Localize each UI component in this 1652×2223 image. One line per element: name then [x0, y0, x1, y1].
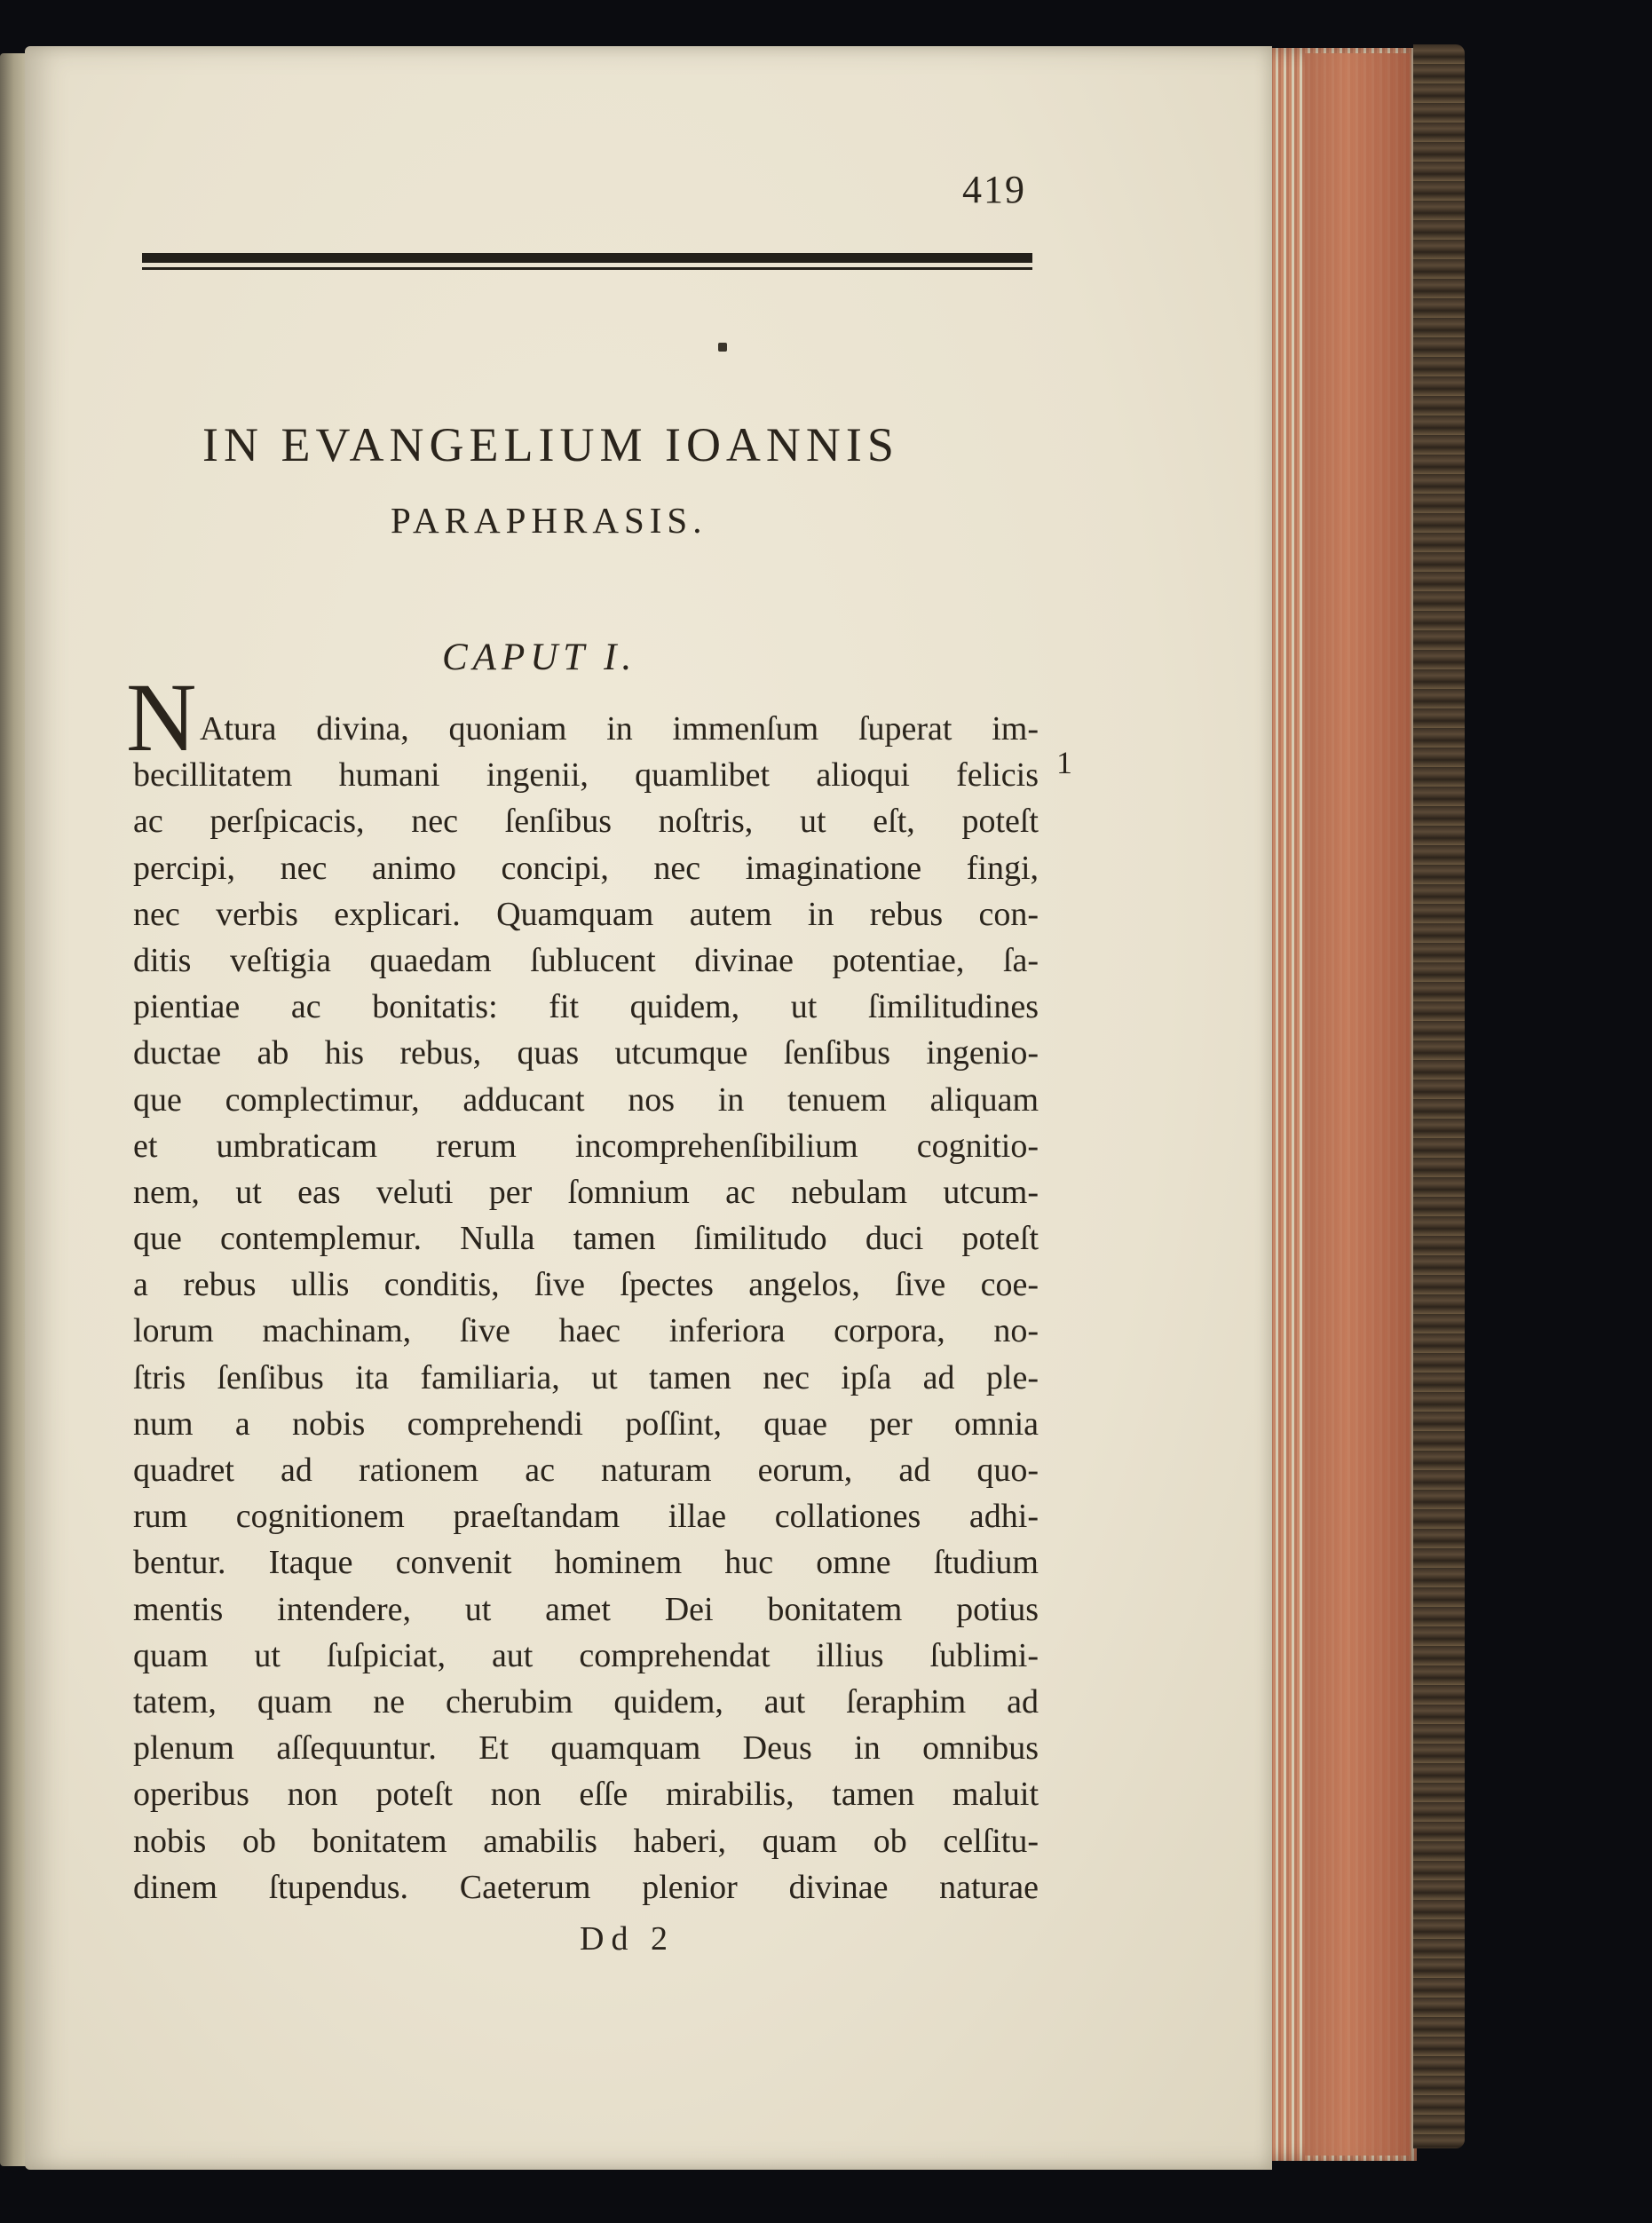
text-line: nem, ut eas veluti per ſomnium ac nebulam utcum-	[133, 1173, 1039, 1211]
header-rule-thick	[142, 253, 1032, 263]
header-rule-thin	[142, 267, 1032, 270]
book-cover-board	[1413, 44, 1465, 2148]
text-line: operibus non poteſt non eſſe mirabilis, tamen maluit	[133, 1776, 1039, 1814]
drop-cap: N	[126, 663, 197, 771]
ornament-dot	[718, 343, 727, 352]
text-line: mentis intendere, ut amet Dei bonitatem potius	[133, 1590, 1039, 1628]
text-line: tatem, quam ne cherubim quidem, aut ſeraphim ad	[133, 1682, 1039, 1721]
text-line: plenum aſſequuntur. Et quamquam Deus in omnibus	[133, 1729, 1039, 1768]
text-line: bentur. Itaque convenit hominem huc omne ſtudium	[133, 1544, 1039, 1582]
text-line: percipi, nec animo concipi, nec imaginatione fingi,	[133, 849, 1039, 887]
body-text	[133, 706, 1039, 1911]
text-line: ac perſpicacis, nec ſenſibus noſtris, ut eſt, poteſt	[133, 803, 1039, 841]
text-line: ſtris ſenſibus ita familiaria, ut tamen nec ipſa ad ple-	[133, 1358, 1039, 1396]
page-subtitle: PARAPHRASIS.	[391, 500, 707, 541]
page-title: IN EVANGELIUM IOANNIS	[202, 418, 899, 471]
text-line: quadret ad rationem ac naturam eorum, ad quo-	[133, 1452, 1039, 1489]
chapter-heading: CAPUT I.	[442, 637, 637, 678]
text-line: ditis veſtigia quaedam ſublucent divinae potentiae, ſa-	[133, 941, 1039, 979]
text-line: nec verbis explicari. Quamquam autem in rebus con-	[133, 895, 1039, 933]
text-line: num a nobis comprehendi poſſint, quae per omnia	[133, 1404, 1039, 1443]
text-line: Atura divina, quoniam in immenſum ſuperat im-	[200, 710, 1039, 748]
text-line: lorum machinam, ſive haec inferiora corpora, no-	[133, 1312, 1039, 1350]
text-line: nobis ob bonitatem amabilis haberi, quam ob celſitu-	[133, 1822, 1039, 1860]
text-line: becillitatem humani ingenii, quamlibet alioqui felicis	[133, 756, 1039, 795]
text-line: rum cognitionem praeſtandam illae collationes adhi-	[133, 1498, 1039, 1536]
red-sprinkled-edge	[1305, 53, 1410, 2156]
text-line: que complectimur, adducant nos in tenuem aliquam	[133, 1080, 1039, 1119]
page-number: 419	[962, 168, 1026, 211]
text-line: dinem ſtupendus. Caeterum plenior divinae naturae	[133, 1868, 1039, 1906]
text-line: a rebus ullis conditis, ſive ſpectes angelos, ſive coe-	[133, 1266, 1039, 1304]
text-line: quam ut ſuſpiciat, aut comprehendat illius ſublimi-	[133, 1636, 1039, 1674]
verse-number: 1	[1056, 745, 1072, 780]
text-line: et umbraticam rerum incomprehenſibilium cognitio-	[133, 1127, 1039, 1165]
text-line: que contemplemur. Nulla tamen ſimilitudo duci poteſt	[133, 1220, 1039, 1258]
text-line: ductae ab his rebus, quas utcumque ſenſibus ingenio-	[133, 1034, 1039, 1072]
signature-mark: Dd 2	[580, 1920, 675, 1958]
text-line: pientiae ac bonitatis: fit quidem, ut ſimilitudines	[133, 988, 1039, 1026]
